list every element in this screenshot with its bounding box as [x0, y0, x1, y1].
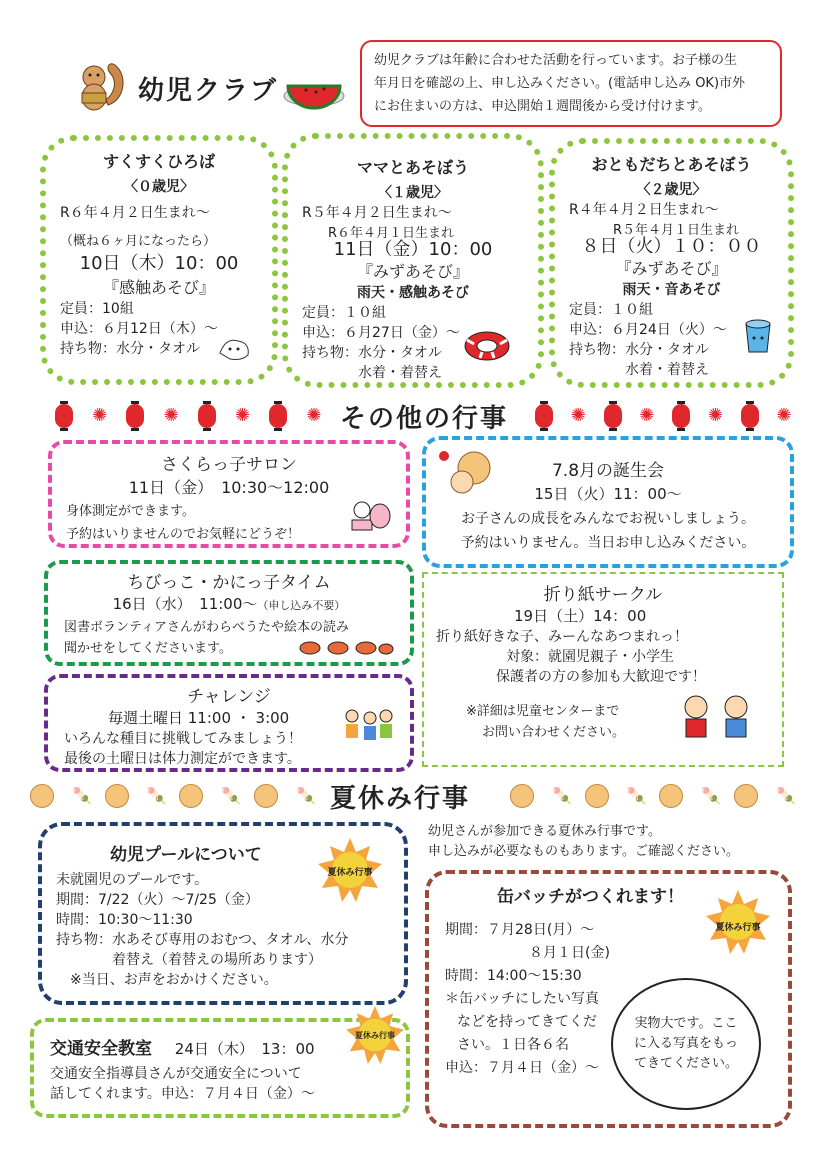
traffic-safety-card — [30, 1018, 410, 1118]
summer-sun-badge — [318, 838, 382, 902]
crab-icon — [296, 634, 396, 656]
club-apply: 申込：６月24日（火）～ — [569, 322, 727, 338]
child-face-icon — [510, 784, 534, 808]
chibikko-card — [44, 560, 414, 666]
squirrel-icon — [70, 55, 130, 115]
firework-icon: ✺ — [776, 405, 792, 426]
summer-title: 夏休み行事 — [330, 784, 471, 814]
firework-icon: ✺ — [570, 405, 586, 426]
club-name: ママとあそぼう — [356, 158, 469, 177]
pool-line: 未就園児のプールです。 — [56, 872, 209, 888]
pig-scale-icon — [348, 490, 392, 534]
sakura-line: 予約はいりませんのでお気軽にどうぞ！ — [66, 527, 301, 542]
sun-label: 夏休み行事 — [327, 868, 373, 878]
summer-sun-badge — [706, 890, 770, 954]
club-apply: 申込：６月27日（金）～ — [302, 325, 460, 341]
summer-intro-line: 幼児さんが参加できる夏休み行事です。 — [428, 824, 661, 839]
photo-circle-line: てきてください。 — [633, 1056, 738, 1071]
traffic-heading — [50, 1034, 390, 1059]
sakura-time: 11日（金） 10:30～12:00 — [128, 478, 330, 497]
challenge-line: 最後の土曜日は体力測定ができます。 — [64, 751, 301, 767]
child-face-icon — [734, 784, 758, 808]
child-face-icon — [585, 784, 609, 808]
summer-intro-line: 申し込みが必要なものもあります。ご確認ください。 — [428, 844, 739, 859]
lantern-icon — [535, 404, 553, 428]
club-items: 水着・着替え — [625, 362, 709, 378]
pool-line: 期間：7/22（火）～7/25（金） — [56, 892, 259, 908]
lollipop-icon: 🍡 — [552, 786, 573, 805]
lantern-icon — [741, 404, 759, 428]
club-birth: R５年４月２日生まれ～ — [302, 205, 452, 221]
origami-line: ※詳細は児童センターまで — [466, 704, 620, 719]
summer-intro — [428, 822, 739, 862]
lantern-icon — [55, 404, 73, 428]
chibikko-line: 聞かせをしてくださいます。 — [64, 641, 232, 656]
origami-line: 折り紙好きな子、みーんなあつまれっ！ — [436, 629, 688, 645]
club-apply: 申込：６月12日（木）～ — [60, 321, 218, 337]
badge-line: 時間：14:00～15:30 — [445, 968, 582, 984]
photo-circle-line: に入る写真をもっ — [633, 1036, 738, 1051]
origami-card — [422, 572, 784, 767]
notice-line: にお住まいの方は、申込開始１週間後から受け付けます。 — [374, 99, 711, 114]
club-card-2 — [549, 138, 794, 388]
lollipop-icon: 🍡 — [626, 786, 647, 805]
lollipop-icon: 🍡 — [146, 786, 167, 805]
badge-line: ＊缶バッチにしたい写真 — [445, 991, 599, 1007]
club-items: 水着・着替え — [358, 365, 442, 381]
chibikko-line: 図書ボランティアさんがわらべうたや絵本の読み — [64, 620, 349, 635]
club-date: 10日（木）10：00 — [79, 253, 239, 274]
firework-icon: ✺ — [639, 405, 655, 426]
club-items: 持ち物：水分・タオル — [302, 345, 442, 361]
origami-title: 折り紙サークル — [543, 585, 663, 605]
badge-line: 申込：７月４日（金）～ — [445, 1060, 599, 1076]
decoration-right — [510, 784, 796, 808]
other-events-banner — [55, 398, 795, 434]
firework-icon: ✺ — [163, 405, 179, 426]
badge-line: 期間：７月28日(月）～ — [445, 922, 595, 938]
club-birth: R４年４月２日生まれ～ — [569, 202, 719, 218]
club-age: 〈１歳児〉 — [378, 185, 448, 201]
dog-icon — [216, 333, 254, 363]
club-card-1 — [282, 133, 544, 388]
lantern-icon — [126, 404, 144, 428]
child-face-icon — [179, 784, 203, 808]
bucket-icon — [740, 314, 776, 354]
pool-card — [38, 822, 408, 1005]
birthday-time: 15日（火）11：00～ — [534, 485, 682, 503]
child-face-icon — [254, 784, 278, 808]
lantern-icon — [672, 404, 690, 428]
birthday-line: お子さんの成長をみんなでお祝いしましょう。 — [461, 511, 755, 527]
chibikko-note: （申し込み不要） — [257, 599, 346, 612]
traffic-title: 交通安全教室 — [50, 1039, 152, 1059]
child-face-icon — [105, 784, 129, 808]
child-face-icon — [659, 784, 683, 808]
chibikko-time: 16日（水） 11:00～ — [112, 595, 258, 613]
decoration-left — [30, 784, 316, 808]
challenge-time: 毎週土曜日 11:00 ・ 3:00 — [108, 709, 290, 727]
pool-line: 持ち物：水あそび専用のおむつ、タオル、水分 — [56, 932, 349, 948]
swim-ring-icon — [462, 328, 512, 364]
birthday-line: 予約はいりません。当日お申し込みください。 — [460, 535, 756, 551]
club-birth: R６年４月２日生まれ～ — [60, 205, 210, 221]
club-age: 〈０歳児〉 — [124, 179, 194, 195]
club-activity-alt: 雨天・音あそび — [622, 282, 721, 298]
club-date: ８日（火）１０：００ — [581, 236, 762, 257]
header — [60, 50, 350, 120]
photo-circle — [611, 978, 761, 1110]
sakura-salon-card — [48, 440, 410, 548]
lantern-icon — [198, 404, 216, 428]
challenge-card — [44, 674, 414, 772]
birthday-title: 7.8月の誕生会 — [551, 461, 665, 481]
chibikko-title: ちびっこ・かにっ子タイム — [127, 573, 331, 593]
badge-line: などを持ってきてくだ — [457, 1014, 597, 1030]
club-capacity: 定員：１０組 — [302, 305, 386, 321]
club-items: 持ち物：水分・タオル — [569, 342, 709, 358]
lantern-icon — [269, 404, 287, 428]
lollipop-icon: 🍡 — [295, 786, 316, 805]
sports-icon — [340, 706, 396, 746]
challenge-line: いろんな種目に挑戦してみましょう！ — [64, 731, 302, 747]
summer-banner — [30, 778, 796, 814]
firework-icon: ✺ — [707, 405, 723, 426]
club-name: すくすくひろば — [102, 152, 215, 171]
club-activity: 『感触あそび』 — [102, 278, 215, 297]
club-activity: 『みずあそび』 — [356, 262, 469, 281]
club-capacity: 定員：１０組 — [569, 302, 653, 318]
traffic-line: 交通安全指導員さんが交通安全について — [50, 1066, 302, 1082]
club-activity: 『みずあそび』 — [615, 259, 728, 278]
badge-line: さい。１日各６名 — [457, 1037, 569, 1053]
child-face-icon — [30, 784, 54, 808]
club-items: 持ち物：水分・タオル — [60, 341, 200, 357]
firework-icon: ✺ — [234, 405, 251, 426]
pool-line: 着替え（着替えの場所あります） — [112, 952, 322, 968]
lollipop-icon: 🍡 — [701, 786, 722, 805]
pool-title: 幼児プールについて — [110, 845, 262, 865]
firework-icon: ✺ — [92, 405, 108, 426]
club-birth: （概ね６ヶ月になったら） — [60, 234, 217, 249]
club-birth: R５年４月１日生まれ — [613, 223, 740, 238]
watermelon-icon — [282, 56, 346, 110]
club-age: 〈２歳児〉 — [636, 182, 707, 198]
club-date: 11日（金）10：00 — [333, 239, 493, 260]
firework-icon: ✺ — [306, 405, 322, 426]
children-icon — [674, 691, 764, 747]
sun-label: 夏休み行事 — [355, 1031, 395, 1040]
lantern-icon — [604, 404, 622, 428]
origami-time: 19日（土）14：00 — [514, 607, 647, 625]
pool-line: ※当日、お声をおかけください。 — [70, 972, 278, 988]
badge-title: 缶バッチがつくれます！ — [497, 887, 684, 907]
notice-line: 年月日を確認の上、申し込みください。(電話申し込み OK)市外 — [374, 76, 746, 91]
lollipop-icon: 🍡 — [221, 786, 242, 805]
birthday-card — [422, 436, 794, 568]
origami-line: 保護者の方の参加も大歓迎です！ — [496, 669, 706, 685]
page-title: 幼児クラブ — [138, 76, 279, 106]
lollipop-icon: 🍡 — [72, 786, 93, 805]
decoration-left — [55, 404, 325, 428]
badge-card — [425, 870, 792, 1128]
pool-line: 時間：10:30～11:30 — [56, 912, 193, 928]
club-capacity: 定員：10組 — [60, 301, 134, 317]
notice-line: 幼児クラブは年齢に合わせた活動を行っています。お子様の生 — [374, 53, 737, 68]
photo-circle-line: 実物大です。ここ — [634, 1016, 738, 1031]
sun-label: 夏休み行事 — [715, 923, 761, 933]
origami-line: お問い合わせください。 — [482, 725, 626, 740]
origami-line: 対象：就園児親子・小学生 — [506, 649, 674, 665]
club-name: おともだちとあそぼう — [591, 155, 752, 174]
chibikko-time-row — [64, 593, 394, 614]
summer-sun-badge — [346, 1006, 404, 1064]
badge-line: ８月１日(金) — [529, 945, 610, 961]
sakura-line: 身体測定ができます。 — [66, 504, 195, 519]
notice-box — [360, 40, 782, 127]
sakura-title: さくらっ子サロン — [161, 455, 297, 475]
club-activity-alt: 雨天・感触あそび — [357, 285, 469, 301]
other-events-title: その他の行事 — [340, 404, 509, 434]
traffic-line: 話してくれます。申込：７月４日（金）～ — [50, 1086, 315, 1102]
traffic-time: 24日（木） 13：00 — [174, 1040, 315, 1058]
challenge-title: チャレンジ — [187, 687, 271, 707]
decoration-right — [535, 404, 795, 428]
lollipop-icon: 🍡 — [775, 786, 796, 805]
club-birth: R６年４月１日生まれ — [328, 226, 455, 241]
club-card-0 — [40, 135, 278, 385]
mother-child-icon — [434, 446, 498, 500]
